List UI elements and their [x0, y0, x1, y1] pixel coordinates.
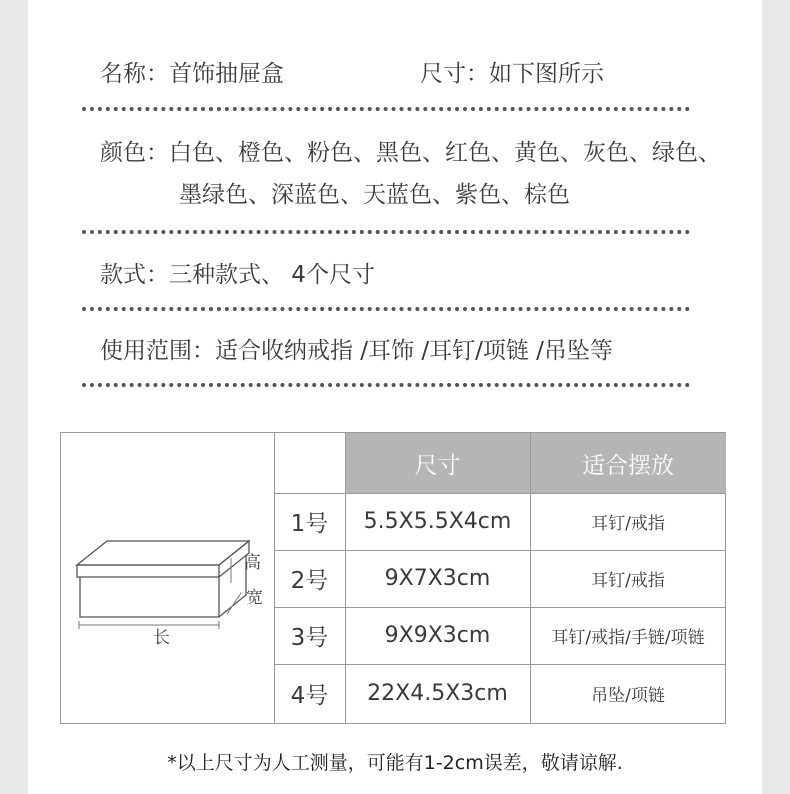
row-number: 1号	[290, 511, 329, 537]
row-size: 22X4.5X3cm	[367, 681, 508, 706]
row-size: 9X9X3cm	[384, 623, 491, 648]
usage-row	[100, 331, 613, 371]
color-row-2	[179, 175, 570, 215]
right-side-bar	[762, 0, 790, 794]
box-diagram	[69, 528, 274, 658]
row-use: 耳钉/戒指	[591, 571, 665, 591]
row-number: 3号	[290, 625, 329, 651]
row-size: 9X7X3cm	[384, 566, 491, 591]
usage-label: 使用范围：	[100, 338, 215, 364]
dotted-divider	[82, 230, 690, 234]
color-line-2: 墨绿色、深蓝色、天蓝色、紫色、棕色	[179, 182, 570, 208]
height-label: 高	[244, 553, 261, 573]
row-number: 4号	[290, 683, 329, 709]
header-size: 尺寸	[345, 433, 530, 493]
width-label: 宽	[246, 588, 263, 608]
box-body-side	[219, 555, 246, 617]
header-use: 适合摆放	[530, 433, 726, 493]
color-row	[100, 133, 721, 173]
size-label: 尺寸：	[420, 61, 489, 87]
left-side-bar	[0, 0, 28, 794]
dotted-divider	[82, 307, 690, 311]
footnote: *以上尺寸为人工测量，可能有1-2cm误差，敬请谅解.	[167, 752, 623, 774]
usage-value: 适合收纳戒指 /耳饰 /耳钉/项链 /吊坠等	[215, 338, 613, 364]
color-label: 颜色：	[100, 140, 169, 166]
row-use: 吊坠/项链	[591, 686, 665, 706]
width-dim-line	[227, 593, 241, 614]
box-lid-front	[77, 565, 219, 577]
style-value: 三种款式、 4个尺寸	[169, 262, 375, 288]
name-label: 名称：	[100, 61, 169, 87]
color-line-1: 白色、橙色、粉色、黑色、红色、黄色、灰色、绿色、	[169, 140, 721, 166]
style-row	[100, 255, 375, 295]
row-use: 耳钉/戒指	[591, 514, 665, 534]
style-label: 款式：	[100, 262, 169, 288]
size-value: 如下图所示	[489, 61, 604, 87]
dotted-divider	[82, 107, 690, 111]
name-row	[100, 54, 284, 94]
name-value: 首饰抽屉盒	[169, 61, 284, 87]
box-body-front	[80, 577, 219, 617]
row-use: 耳钉/戒指/手链/项链	[551, 628, 705, 648]
dotted-divider	[82, 383, 690, 387]
size-row	[420, 54, 604, 94]
row-number: 2号	[290, 568, 329, 594]
row-size: 5.5X5.5X4cm	[363, 509, 512, 534]
spec-table	[60, 432, 726, 724]
length-label: 长	[153, 628, 170, 648]
